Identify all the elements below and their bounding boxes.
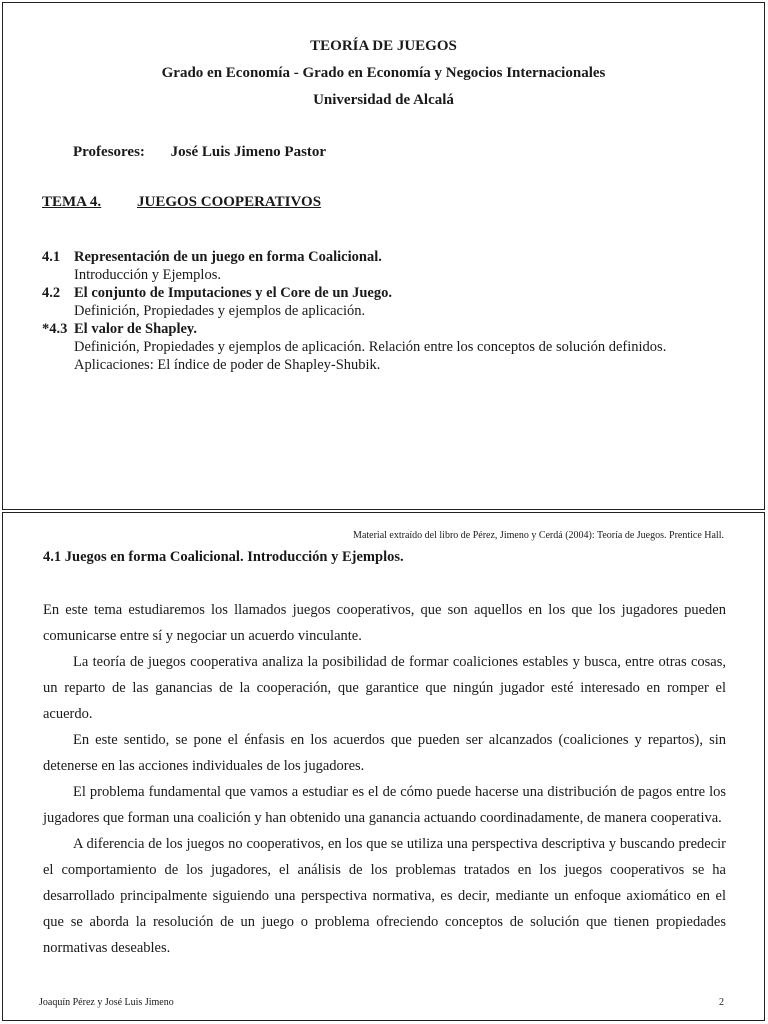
paragraph: En este sentido, se pone el énfasis en los acuerdos que pueden ser alcanzados (coaliciones y repartos), sin detenerse en las acciones individuales de los jugadores. [43,732,726,774]
body-text [43,597,726,961]
toc-item [42,248,666,284]
degree-program: Grado en Economía - Grado en Economía y Negocios Internacionales [161,65,606,81]
professor-name: José Luis Jimeno Pastor [170,144,327,160]
page-1 [2,2,765,510]
toc-item [42,320,666,374]
university-name: Universidad de Alcalá [313,92,454,108]
professors-label: Profesores: [73,144,145,160]
toc-number: *4.3 [42,321,68,337]
toc-heading: El conjunto de Imputaciones y el Core de un Juego. [74,285,392,301]
paragraph: La teoría de juegos cooperativa analiza la posibilidad de formar coaliciones estables y busca, entre otras cosas, un reparto de las ganancias de la cooperación, que garantice que ningún jugador esté interesado en romper el acuerdo. [43,654,726,722]
paragraph: El problema fundamental que vamos a estudiar es el de cómo puede hacerse una distribución de pagos entre los jugadores que forman una coalición y han obtenido una ganancia actuando coordinadamente, de manera cooperativa. [43,784,726,826]
page-number: 2 [719,997,724,1008]
toc-subitem: Introducción y Ejemplos. [74,267,221,283]
toc-item [42,284,666,320]
toc-subitem: Aplicaciones: El índice de poder de Shapley-Shubik. [74,357,381,373]
paragraph: A diferencia de los juegos no cooperativos, en los que se utiliza una perspectiva descriptiva y buscando predecir el comportamiento de los jugadores, el análisis de los problemas tratados en los juegos cooperativos se ha desarrollado principalmente siguiendo una perspectiva normativa, es decir, mediante un enfoque axiomático en el que se aborda la resolución de un juego o problema ofreciendo conceptos de solución que tienen propiedades normativas deseables. [43,836,726,956]
paragraph: En este tema estudiaremos los llamados juegos cooperativos, que son aquellos en los que los jugadores pueden comunicarse entre sí y negociar un acuerdo vinculante. [43,602,726,644]
toc-heading: Representación de un juego en forma Coalicional. [74,249,382,265]
tema-label: TEMA 4. [42,194,102,210]
footer-authors: Joaquín Pérez y José Luis Jimeno [39,997,174,1008]
professors-line [73,144,326,161]
toc-subitem: Definición, Propiedades y ejemplos de aplicación. Relación entre los conceptos de solución definidos. [74,339,667,355]
toc-number: 4.1 [42,249,61,265]
table-of-contents [42,248,666,374]
course-title: TEORÍA DE JUEGOS [310,38,457,54]
toc-heading: El valor de Shapley. [74,321,198,337]
toc-number: 4.2 [42,285,61,301]
tema-title: JUEGOS COOPERATIVOS [137,194,322,210]
source-note: Material extraído del libro de Pérez, Jimeno y Cerdá (2004): Teoría de Juegos. Prentice Hall. [353,530,724,541]
toc-subitem: Definición, Propiedades y ejemplos de aplicación. [74,303,366,319]
page-2 [2,512,765,1021]
section-title: 4.1 Juegos en forma Coalicional. Introducción y Ejemplos. [43,549,404,565]
